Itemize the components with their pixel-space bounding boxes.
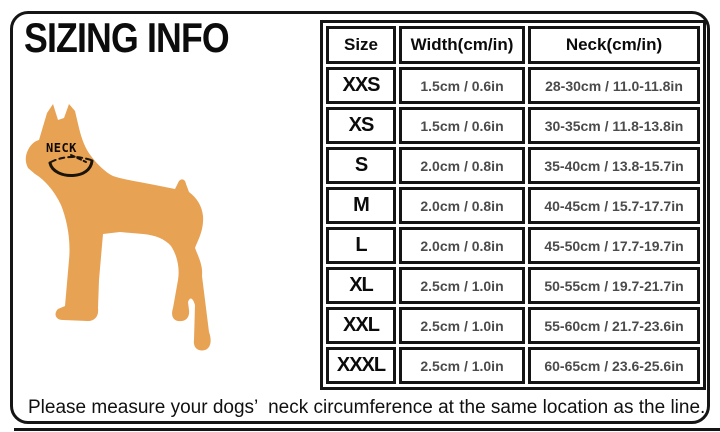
width-cell: 1.5cm / 0.6in — [399, 107, 525, 144]
column-header-width: Width(cm/in) — [399, 26, 525, 64]
neck-cell: 35-40cm / 13.8-15.7in — [528, 147, 700, 184]
footer-note: Please measure your dogs’ neck circumference at the same location as the line. — [28, 397, 706, 418]
size-cell: XL — [326, 267, 396, 304]
table-body — [326, 67, 700, 384]
neck-cell: 50-55cm / 19.7-21.7in — [528, 267, 700, 304]
size-cell: XS — [326, 107, 396, 144]
header-row — [326, 26, 700, 64]
sizing-table-head — [326, 26, 700, 64]
size-cell: L — [326, 227, 396, 264]
neck-label: NECK — [46, 141, 77, 155]
sizing-table — [320, 20, 706, 390]
size-cell: XXXL — [326, 347, 396, 384]
size-cell: S — [326, 147, 396, 184]
width-cell: 2.0cm / 0.8in — [399, 227, 525, 264]
table-row — [326, 147, 700, 184]
neck-cell: 28-30cm / 11.0-11.8in — [528, 67, 700, 104]
size-cell: XXS — [326, 67, 396, 104]
width-cell: 2.5cm / 1.0in — [399, 267, 525, 304]
width-cell: 2.5cm / 1.0in — [399, 307, 525, 344]
table-row — [326, 307, 700, 344]
width-cell: 2.0cm / 0.8in — [399, 187, 525, 224]
column-header-size: Size — [326, 26, 396, 64]
table-row — [326, 107, 700, 144]
neck-cell: 45-50cm / 17.7-19.7in — [528, 227, 700, 264]
neck-cell: 30-35cm / 11.8-13.8in — [528, 107, 700, 144]
page-title: SIZING INFO — [24, 14, 229, 61]
size-cell: XXL — [326, 307, 396, 344]
neck-cell: 55-60cm / 21.7-23.6in — [528, 307, 700, 344]
column-header-neck: Neck(cm/in) — [528, 26, 700, 64]
table-row — [326, 227, 700, 264]
dog-silhouette — [25, 100, 225, 355]
table-row — [326, 267, 700, 304]
neck-cell: 60-65cm / 23.6-25.6in — [528, 347, 700, 384]
neck-cell: 40-45cm / 15.7-17.7in — [528, 187, 700, 224]
table-row — [326, 347, 700, 384]
table-row — [326, 67, 700, 104]
table-row — [326, 187, 700, 224]
width-cell: 2.5cm / 1.0in — [399, 347, 525, 384]
size-cell: M — [326, 187, 396, 224]
width-cell: 2.0cm / 0.8in — [399, 147, 525, 184]
bottom-rule — [14, 428, 720, 431]
width-cell: 1.5cm / 0.6in — [399, 67, 525, 104]
